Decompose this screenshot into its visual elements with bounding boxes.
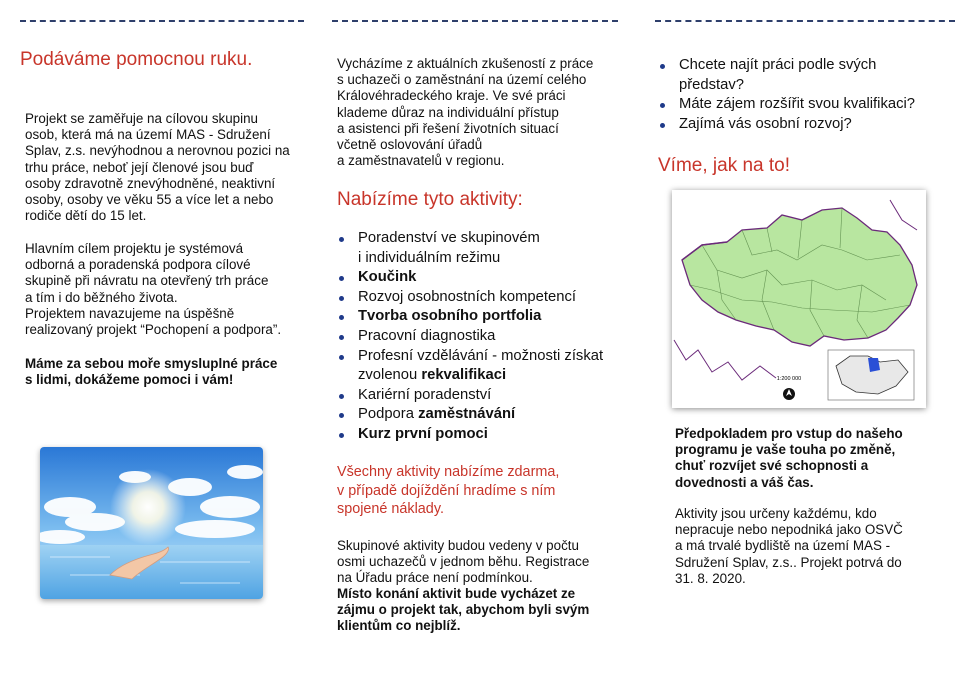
top-rule-right: [655, 20, 955, 22]
bullet-icon: [339, 237, 344, 242]
list-item: Kariérní poradenství: [337, 386, 603, 406]
hand-over-water-photo: [40, 447, 263, 599]
paragraph-free-of-charge: Všechny aktivity nabízíme zdarma, v případě dojíždění hradíme s ním spojené náklady.: [337, 464, 560, 517]
bullet-icon: [339, 394, 344, 399]
bullet-icon: [339, 315, 344, 320]
paragraph-requirements: Předpokladem pro vstup do našeho programu je vaše touha po změně, chuť rozvíjet své schopnosti a dovednosti a váš čas.: [675, 426, 903, 490]
bullet-icon: [660, 123, 665, 128]
bullet-icon: [339, 335, 344, 340]
list-item: Profesní vzdělávání - možnosti získat zvolenou rekvalifikaci: [337, 347, 603, 386]
bullet-icon: [339, 433, 344, 438]
list-item: Máte zájem rozšířit svou kvalifikaci?: [658, 95, 915, 115]
bullet-icon: [339, 296, 344, 301]
map-scale-label: 1:200 000: [776, 376, 802, 382]
list-item: Koučink: [337, 268, 603, 288]
top-rule-middle: [332, 20, 618, 22]
list-item: Podpora zaměstnávání: [337, 405, 603, 425]
paragraph-group-activities: Skupinové aktivity budou vedeny v počtu osmi uchazečů v jednom běhu. Registrace na Úřadu práce není podmínkou.: [337, 538, 590, 586]
questions-list: [658, 56, 915, 134]
heading-activities: Nabízíme tyto aktivity:: [337, 189, 523, 210]
heading-we-know-how: Víme, jak na to!: [658, 155, 791, 176]
list-item: Zajímá vás osobní rozvoj?: [658, 115, 915, 135]
paragraph-sea-of-work: Máme za sebou moře smysluplné práce s lidmi, dokážeme pomoci i vám!: [25, 356, 278, 388]
paragraph-place: Místo konání aktivit bude vycházet ze zájmu o projekt tak, abychom byli svým klientům co nejblíž.: [337, 586, 590, 634]
list-item: Kurz první pomoci: [337, 425, 603, 445]
list-item: Chcete najít práci podle svých představ?: [658, 56, 915, 95]
top-rule-left: [20, 20, 304, 22]
paragraph-experience: Vycházíme z aktuálních zkušeností z práce s uchazeči o zaměstnání na území celého Královéhradeckého kraje. Ve své práci klademe důraz na individuální přístup a asistenci při řešení životních situací včetně oslovování úřadů a zaměstnavatelů v regionu.: [337, 56, 594, 169]
list-item: Rozvoj osobnostních kompetencí: [337, 288, 603, 308]
paragraph-target-group: Projekt se zaměřuje na cílovou skupinu osob, která má na území MAS - Sdružení Splav, z.s. nevýhodnou a nerovnou pozici na trhu práce, neboť její členové jsou buď osoby zdravotně znevýhodněné, neaktivní osoby, osoby ve věku 55 a více let a nebo rodiče dětí do 15 let.: [25, 111, 290, 224]
list-item: Tvorba osobního portfolia: [337, 307, 603, 327]
bullet-icon: [339, 276, 344, 281]
heading-pomocnou-ruku: Podáváme pomocnou ruku.: [20, 49, 253, 70]
bullet-icon: [339, 355, 344, 360]
paragraph-eligibility: Aktivity jsou určeny každému, kdo nepracuje nebo nepodniká jako OSVČ a má trvalé bydliště na území MAS - Sdružení Splav, z.s.. Projekt potrvá do 31. 8. 2020.: [675, 506, 903, 586]
activities-list: [337, 229, 603, 445]
list-item: Pracovní diagnostika: [337, 327, 603, 347]
list-item: Poradenství ve skupinovém i individuálním režimu: [337, 229, 603, 268]
bullet-icon: [660, 64, 665, 69]
region-map: [672, 190, 926, 408]
bullet-icon: [660, 103, 665, 108]
paragraph-main-goal: Hlavním cílem projektu je systémová odborná a poradenská podpora cílové skupině při návratu na otevřený trh práce a tím i do běžného života. Projektem navazujeme na úspěšně realizovaný projekt “Pochopení a podpora”.: [25, 241, 282, 338]
bullet-icon: [339, 413, 344, 418]
